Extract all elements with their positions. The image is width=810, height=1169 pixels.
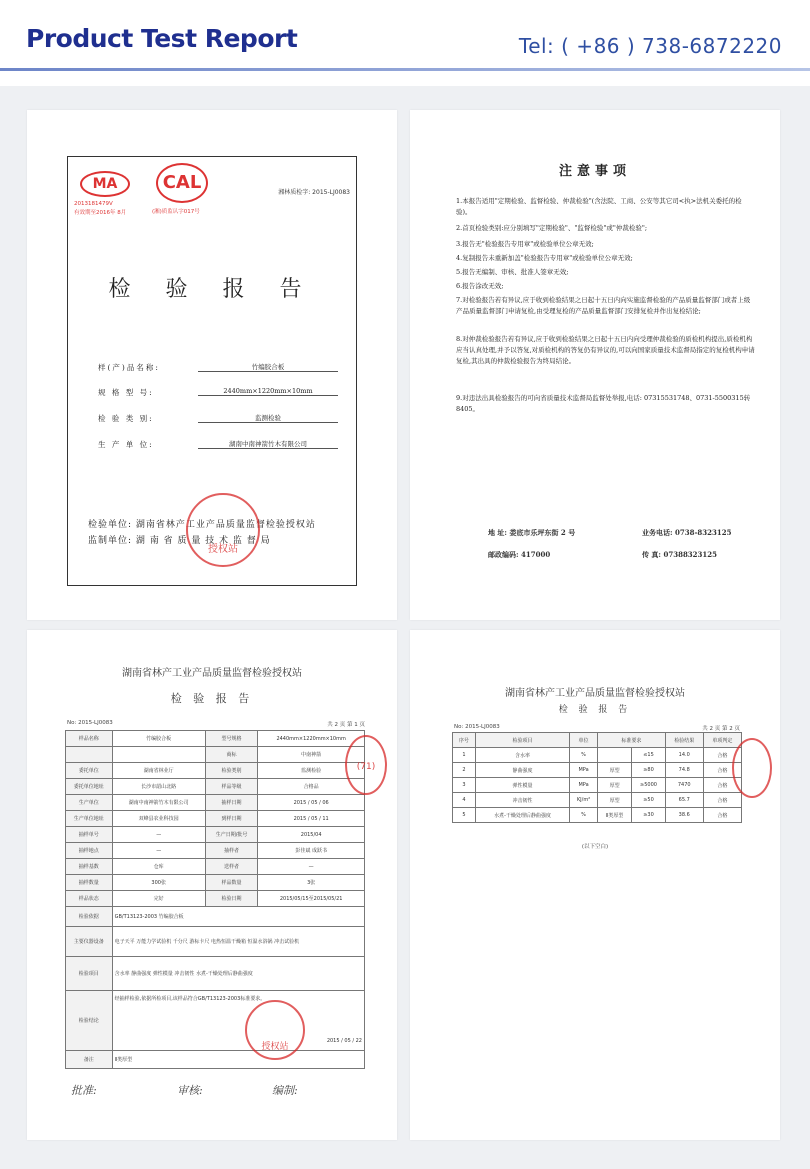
- cell: 合格: [703, 778, 741, 793]
- cell: 生产日期/批号: [205, 827, 258, 843]
- table-row: [66, 891, 365, 907]
- cell: 仓库: [112, 859, 205, 875]
- table-row: [66, 1051, 365, 1069]
- cell: 合格: [703, 763, 741, 778]
- page-header: [0, 0, 810, 86]
- cell: 65.7: [665, 793, 703, 808]
- cell: 主要仪器设备: [66, 927, 113, 957]
- cal-code: (湘)质监认字017号: [152, 209, 200, 215]
- cell: GB/T13123-2003 竹编胶合板: [112, 907, 364, 927]
- org-name: 湖南省林产工业产品质量监督检验授权站: [505, 688, 685, 699]
- cell: 静曲强度: [475, 763, 569, 778]
- cell: [66, 747, 113, 763]
- signature-approver: 批准:: [71, 1084, 97, 1097]
- table-row: [453, 778, 742, 793]
- notice-item: 7.对检验报告若有异议,应于收到检验结果之日起十五日内向实施监督检验的产品质量监督部门或者上级产品质量监督部门申请复检,由受理复检的产品质量监督部门安排复检并作出复检结论;: [456, 296, 751, 315]
- cell: 检验结论: [66, 991, 113, 1051]
- cell: [112, 991, 364, 1051]
- cell: 抽样数量: [66, 875, 113, 891]
- cell: 水煮-干燥处理后静曲强度: [475, 808, 569, 823]
- table-row: [66, 779, 365, 795]
- cell: 湖南省林业厅: [112, 763, 205, 779]
- cell: 到样日期: [205, 811, 258, 827]
- notice-item: 4.复制报告未重新加盖"检验报告专用章"或检验单位公章无效;: [456, 254, 633, 262]
- cell: 含水率: [475, 748, 569, 763]
- official-stamp-icon: 授权站: [186, 493, 260, 567]
- cell: MPa: [570, 763, 598, 778]
- table-row: [66, 747, 365, 763]
- ma-validity: 有效期至2016年 8月: [74, 210, 127, 216]
- cell: %: [570, 748, 598, 763]
- cell: ≤15: [632, 748, 665, 763]
- table-row: [453, 808, 742, 823]
- postcode: 邮政编码: 417000: [488, 550, 551, 559]
- end-note: (以下空白): [581, 844, 609, 850]
- cell: MPa: [570, 778, 598, 793]
- cell: 2: [453, 763, 476, 778]
- cell: 7470: [665, 778, 703, 793]
- cell: 监测检验: [258, 763, 365, 779]
- cell: 14.0: [665, 748, 703, 763]
- cell: 样品名称: [66, 731, 113, 747]
- cell: 委托单位: [66, 763, 113, 779]
- cal-logo-icon: CAL: [156, 163, 208, 203]
- table-row: [66, 907, 365, 927]
- report-page-2: [410, 630, 780, 1140]
- field-label: 生 产 单 位:: [98, 440, 154, 449]
- notice-item: 8.对仲裁检验报告若有异议,应于收到检验结果之日起十五日内向受理仲裁检验的质检机构提出,质检机构应当认真处理,并予以答复,对质检机构的答复仍有异议的,可以向国家质量技术监督局指定的复检机构申请复检,其出具的仲裁检验报告为终局结论。: [456, 335, 755, 365]
- cell: 合格: [703, 748, 741, 763]
- cell: KJ/m²: [570, 793, 598, 808]
- ma-code: 2013181479V: [74, 201, 113, 207]
- cell: 2015/04: [258, 827, 365, 843]
- cell: 湖南中南神箭竹木有限公司: [112, 795, 205, 811]
- cell: ≥30: [632, 808, 665, 823]
- report-info-table: [65, 730, 365, 1069]
- header-cell: 检验项目: [475, 733, 569, 748]
- cell: 彭佳斌 成跃书: [258, 843, 365, 859]
- cell: 样品等级: [205, 779, 258, 795]
- cell: 商标: [205, 747, 258, 763]
- header-cell: 单位: [570, 733, 598, 748]
- cell: 74.8: [665, 763, 703, 778]
- cell: —: [112, 827, 205, 843]
- cell: 生产单位地址: [66, 811, 113, 827]
- cell: 2015 / 05 / 11: [258, 811, 365, 827]
- org-name: 湖南省林产工业产品质量监督检验授权站: [122, 668, 302, 679]
- test-results-table: [452, 732, 742, 823]
- field-sample-name: [98, 362, 348, 376]
- field-value: 湖南中南神箭竹木有限公司: [198, 439, 338, 449]
- cell: 中南神箭: [258, 747, 365, 763]
- cell: —: [258, 859, 365, 875]
- table-row: [66, 731, 365, 747]
- ma-logo-icon: MA: [80, 171, 130, 197]
- cell: 300张: [112, 875, 205, 891]
- table-row: [66, 795, 365, 811]
- cell: 送样者: [205, 859, 258, 875]
- cell: Ⅱ类厚型: [598, 808, 632, 823]
- cell: 检验日期: [205, 891, 258, 907]
- cell: 厚型: [598, 778, 632, 793]
- cell: 检验类别: [205, 763, 258, 779]
- notice-title: 注意事项: [558, 164, 631, 179]
- field-label: 检 验 类 别:: [98, 414, 154, 423]
- cell: 合格品: [258, 779, 365, 795]
- table-row: [66, 859, 365, 875]
- cell: 3: [453, 778, 476, 793]
- table-row: [66, 875, 365, 891]
- table-header-row: [453, 733, 742, 748]
- page-indicator: 共 2 页 第 2 页: [702, 726, 740, 732]
- cell: 2440mm×1220mm×10mm: [258, 731, 365, 747]
- cell: 5: [453, 808, 476, 823]
- field-manufacturer: [98, 439, 348, 453]
- cell: 电子天平 万能力学试验机 千分尺 游标卡尺 电热恒温干燥箱 恒温水浴锅 冲击试验机: [112, 927, 364, 957]
- cell: 抽样基数: [66, 859, 113, 875]
- cell: [112, 747, 205, 763]
- page-indicator: 共 2 页 第 1 页: [327, 722, 365, 728]
- cover-frame: [67, 156, 357, 586]
- table-row: [66, 927, 365, 957]
- report-number: No: 2015-LJ0083: [67, 720, 113, 726]
- cell: ≥50: [632, 793, 665, 808]
- official-stamp-icon: 授权站: [245, 1000, 305, 1060]
- table-row: [453, 793, 742, 808]
- notice-page: [410, 110, 780, 620]
- field-value: 监测检验: [198, 413, 338, 423]
- table-row: [66, 843, 365, 859]
- table-row: [66, 827, 365, 843]
- cell: 长沙市韶山北路: [112, 779, 205, 795]
- cell: 委托单位地址: [66, 779, 113, 795]
- address: 地 址: 娄底市乐坪东街 2 号: [488, 528, 576, 537]
- field-label: 规 格 型 号:: [98, 388, 154, 397]
- header-divider: [0, 68, 810, 71]
- report-cover-page: [27, 110, 397, 620]
- notice-item: 5.报告无编制、审核、批准人签章无效;: [456, 268, 569, 276]
- cell: 3张: [258, 875, 365, 891]
- table-row: [66, 811, 365, 827]
- cell: %: [570, 808, 598, 823]
- field-value: 2440mm×1220mm×10mm: [198, 387, 338, 396]
- cell: 弹性模量: [475, 778, 569, 793]
- supervision-unit: 监制单位: 湖 南 省 质 量 技 术 监 督 局: [88, 536, 271, 546]
- cell: 抽样者: [205, 843, 258, 859]
- cell: 检验依据: [66, 907, 113, 927]
- cell: 1: [453, 748, 476, 763]
- cell: [598, 748, 632, 763]
- cell: 抽样日期: [205, 795, 258, 811]
- signature-reviewer: 审核:: [177, 1084, 203, 1097]
- cell: 2015/05/15至2015/05/21: [258, 891, 365, 907]
- conclusion-text: 经抽样检验,依据所检项目,该样品符合GB/T13123-2003标准要求。: [114, 996, 266, 1002]
- header-cell: 标准要求: [598, 733, 666, 748]
- header-cell: 检验结果: [665, 733, 703, 748]
- cell: 型号规格: [205, 731, 258, 747]
- report-page-1: [27, 630, 397, 1140]
- cell: 4: [453, 793, 476, 808]
- field-value: 竹编胶合板: [198, 362, 338, 372]
- cell: 完好: [112, 891, 205, 907]
- table-row: [453, 763, 742, 778]
- business-phone: 业务电话: 0738-8323125: [642, 528, 732, 537]
- cell: 样品数量: [205, 875, 258, 891]
- notice-item: 6.报告涂改无效;: [456, 282, 504, 290]
- cover-title: 检 验 报 告: [108, 277, 316, 302]
- header-cell: 序号: [453, 733, 476, 748]
- inspection-unit: 检验单位: 湖南省林产工业产品质量监督检验授权站: [88, 520, 316, 530]
- cell: 生产单位: [66, 795, 113, 811]
- cell: 抽样地点: [66, 843, 113, 859]
- report-title: 检 验 报 告: [558, 705, 632, 715]
- cell: 备注: [66, 1051, 113, 1069]
- cell: 含水率 静曲强度 弹性模量 冲击韧性 水煮-干燥处理后静曲强度: [112, 957, 364, 991]
- telephone: Tel: ( +86 ) 738-6872220: [518, 34, 782, 58]
- cell: 38.6: [665, 808, 703, 823]
- cell: ≥5000: [632, 778, 665, 793]
- cell: 检验项目: [66, 957, 113, 991]
- seam-stamp-icon: (71): [345, 735, 387, 795]
- notice-item: 3.报告无"检验报告专用章"或检验单位公章无效;: [456, 240, 594, 248]
- report-title: 检 验 报 告: [170, 692, 254, 705]
- cell: 合格: [703, 793, 741, 808]
- field-test-type: [98, 413, 348, 427]
- field-label: 样(产)品名称:: [98, 363, 160, 372]
- cell: —: [112, 843, 205, 859]
- cell: 竹编胶合板: [112, 731, 205, 747]
- conclusion-date: 2015 / 05 / 22: [326, 1038, 362, 1044]
- report-number: 湘林质检字: 2015-LJ0083: [278, 189, 350, 196]
- brand-title: Product Test Report: [26, 24, 298, 53]
- fax: 传 真: 07388323125: [642, 550, 718, 559]
- seam-stamp-icon: [732, 738, 772, 798]
- header-cell: 单项判定: [703, 733, 741, 748]
- cell: 厚型: [598, 793, 632, 808]
- field-spec: [98, 387, 348, 401]
- cell: 冲击韧性: [475, 793, 569, 808]
- table-row: [66, 991, 365, 1051]
- table-row: [453, 748, 742, 763]
- signature-editor: 编制:: [272, 1084, 298, 1097]
- notice-item: 9.对违法出具检验报告的可向省质量技术监督局监督处举报,电话: 07315531748、0731-5500315转8405。: [456, 394, 751, 413]
- table-row: [66, 957, 365, 991]
- notice-item: 2.首页检验类别:应分别填写"定期检验"、"监督检验"或"仲裁检验";: [456, 224, 648, 232]
- cell: 抽样单号: [66, 827, 113, 843]
- cell: 双峰县农业科技园: [112, 811, 205, 827]
- cell: Ⅱ类厚型: [112, 1051, 364, 1069]
- notice-item: 1.本报告适用"定期检验、监督检验、仲裁检验"(含法院、工商、公安等其它司<执>法机关委托的检验)。: [456, 197, 742, 216]
- cell: 2015 / 05 / 06: [258, 795, 365, 811]
- cell: 厚型: [598, 763, 632, 778]
- cell: 合格: [703, 808, 741, 823]
- table-row: [66, 763, 365, 779]
- cell: 样品状态: [66, 891, 113, 907]
- report-number: No: 2015-LJ0083: [454, 724, 500, 730]
- cell: ≥80: [632, 763, 665, 778]
